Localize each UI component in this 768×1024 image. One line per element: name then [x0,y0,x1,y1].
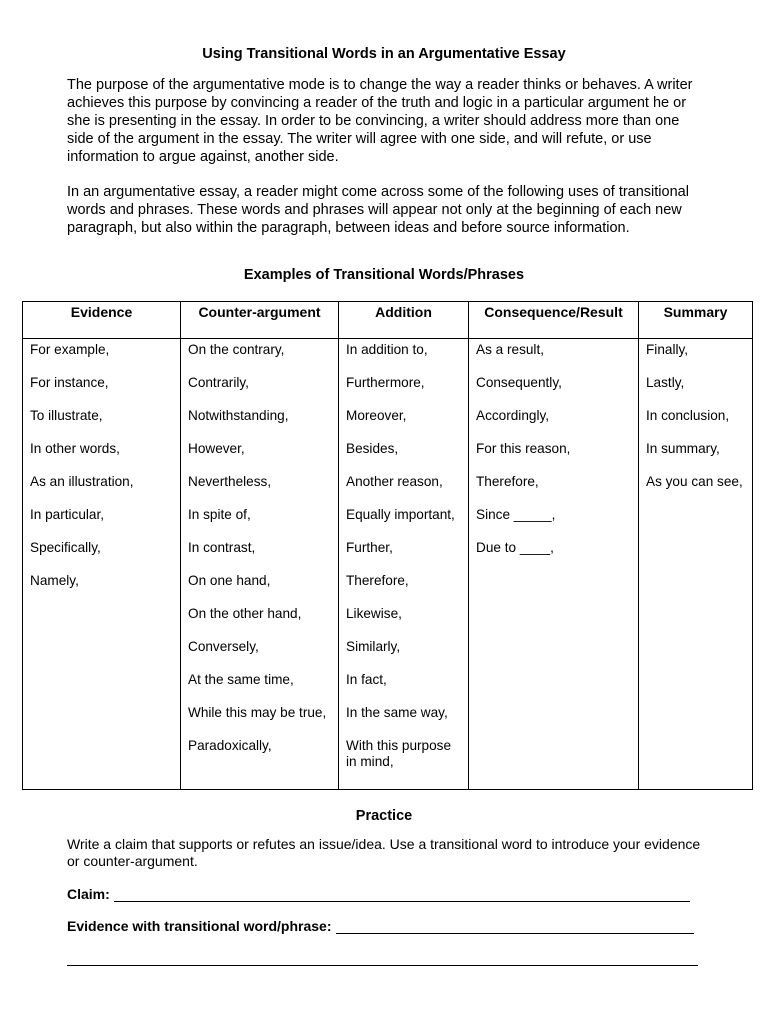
column-header-consequence-result: Consequence/Result [469,302,639,339]
practice-instructions: Write a claim that supports or refutes an issue/idea. Use a transitional word to introduce your evidence or counter-argument. [67,836,701,869]
list-item: In conclusion, [646,408,730,423]
list-item: Furthermore, [346,375,425,390]
list-item: Conversely, [188,639,259,654]
list-item: Therefore, [476,474,539,489]
list-item: Finally, [646,342,689,357]
claim-label: Claim: [67,886,110,902]
list-item: As an illustration, [30,474,134,489]
list-item: Moreover, [346,408,407,423]
column-cell-consequence-result [469,339,639,790]
extra-answer-line[interactable] [67,965,698,966]
transitional-words-table [22,301,753,790]
list-item: Notwithstanding, [188,408,289,423]
list-item: Since _____, [476,507,556,522]
list-item: While this may be true, [188,705,327,720]
list-item: Nevertheless, [188,474,272,489]
list-item: Further, [346,540,393,555]
claim-row [67,886,690,902]
table-header-row [23,302,753,339]
list-item: At the same time, [188,672,294,687]
column-cell-addition [339,339,469,790]
list-item: Consequently, [476,375,562,390]
evidence-label: Evidence with transitional word/phrase: [67,918,332,934]
list-item: Therefore, [346,573,409,588]
list-item: Contrarily, [188,375,249,390]
list-item: In the same way, [346,705,448,720]
list-item: For this reason, [476,441,571,456]
list-item: Paradoxically, [188,738,272,753]
list-item: Specifically, [30,540,101,555]
list-item: However, [188,441,245,456]
list-item: On the contrary, [188,342,285,357]
list-item: In other words, [30,441,120,456]
column-cell-summary [639,339,753,790]
list-item: For instance, [30,375,109,390]
list-item: Namely, [30,573,79,588]
column-header-addition: Addition [339,302,469,339]
list-item: Lastly, [646,375,685,390]
list-item: To illustrate, [30,408,103,423]
table-body-row [23,339,753,790]
table-title: Examples of Transitional Words/Phrases [243,267,525,283]
list-item: Accordingly, [476,408,550,423]
list-item: In summary, [646,441,720,456]
intro-paragraph: The purpose of the argumentative mode is to change the way a reader thinks or behaves. A writer achieves this purpose by convincing a reader of the truth and logic in a particular argument he or she is presenting in the essay. In order to be convincing, a writer should address more than one side of the argument in the essay. The writer will agree with one side, and will refute, or use information to argue against, another side. [67,77,693,165]
list-item: For example, [30,342,110,357]
column-header-evidence: Evidence [23,302,181,339]
usage-paragraph: In an argumentative essay, a reader might come across some of the following uses of transitional words and phrases. These words and phrases will appear not only at the beginning of each new paragraph, but also within the paragraph, between ideas and before source information. [67,184,689,236]
list-item: Likewise, [346,606,402,621]
list-item: On the other hand, [188,606,302,621]
list-item: In spite of, [188,507,251,522]
list-item: Another reason, [346,474,443,489]
column-header-counter-argument: Counter-argument [181,302,339,339]
list-item: As a result, [476,342,544,357]
list-item: In contrast, [188,540,256,555]
document-title: Using Transitional Words in an Argumentative Essay [202,46,566,62]
list-item: With this purpose in mind, [346,738,452,769]
claim-answer-line[interactable] [114,887,690,902]
practice-title: Practice [355,808,413,824]
list-item: Similarly, [346,639,401,654]
column-header-summary: Summary [639,302,753,339]
list-item: In particular, [30,507,105,522]
column-cell-counter-argument [181,339,339,790]
list-item: In fact, [346,672,387,687]
evidence-row [67,918,694,934]
list-item: On one hand, [188,573,271,588]
evidence-answer-line[interactable] [336,919,695,934]
column-cell-evidence [23,339,181,790]
list-item: Besides, [346,441,399,456]
list-item: Equally important, [346,507,455,522]
list-item: Due to ____, [476,540,554,555]
list-item: As you can see, [646,474,743,489]
list-item: In addition to, [346,342,428,357]
